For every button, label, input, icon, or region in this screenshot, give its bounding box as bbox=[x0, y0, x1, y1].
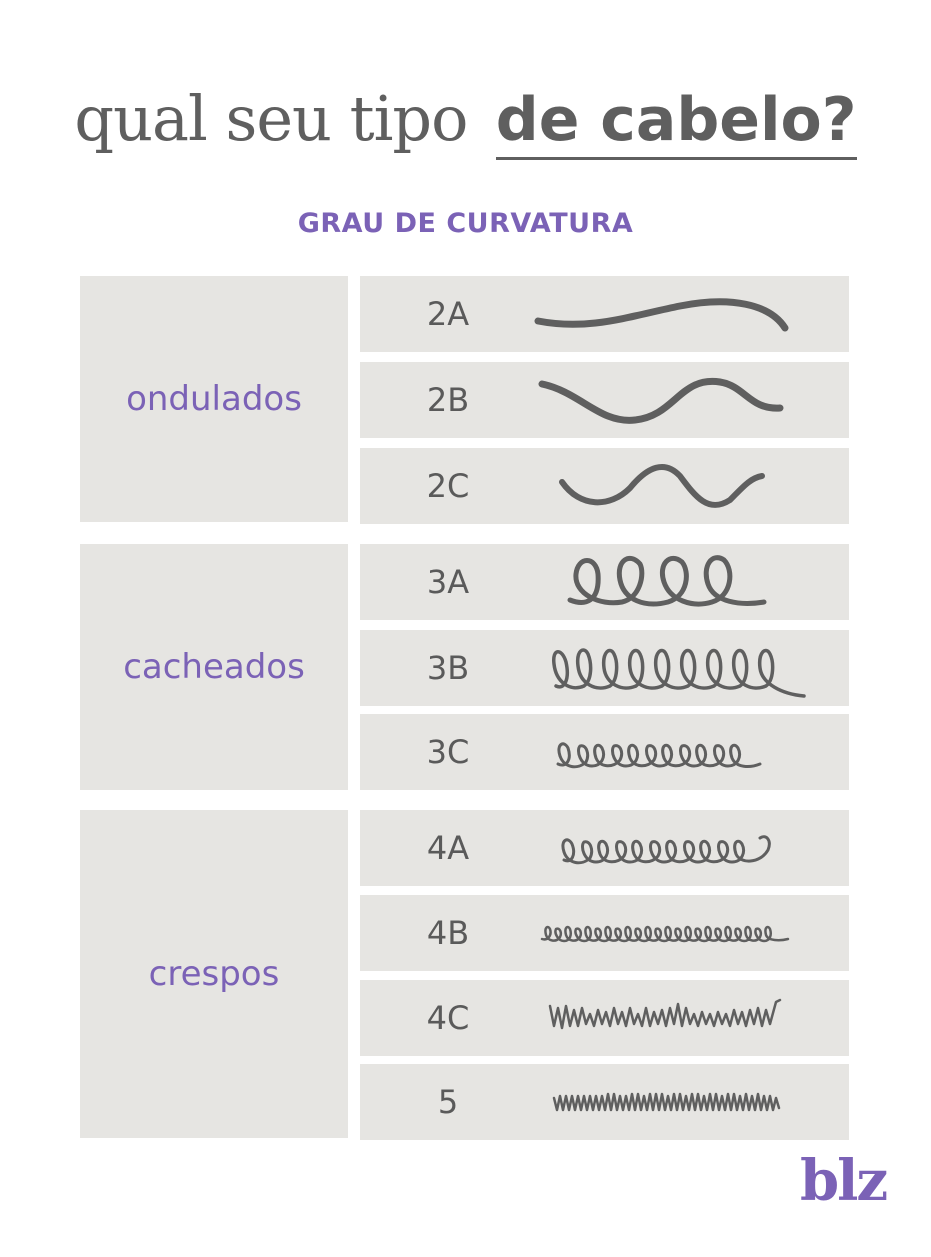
wave-2a-icon bbox=[530, 276, 820, 352]
type-code: 3A bbox=[426, 563, 470, 601]
hair-type-row-3c bbox=[360, 714, 849, 790]
type-code: 4A bbox=[426, 829, 470, 867]
group-label: cacheados bbox=[123, 647, 305, 687]
group-label: ondulados bbox=[126, 379, 302, 419]
blz-logo: blz bbox=[800, 1148, 887, 1214]
curl-3b-icon bbox=[530, 630, 820, 706]
hair-type-row-4b bbox=[360, 895, 849, 971]
group-cacheados bbox=[80, 544, 348, 790]
type-code: 3B bbox=[426, 649, 470, 687]
group-crespos bbox=[80, 810, 348, 1138]
type-code: 5 bbox=[437, 1083, 459, 1121]
hair-type-row-4a bbox=[360, 810, 849, 886]
zigzag-4c-icon bbox=[530, 980, 820, 1056]
hair-type-row-3a bbox=[360, 544, 849, 620]
group-label: crespos bbox=[148, 954, 280, 994]
type-code: 2C bbox=[426, 467, 470, 505]
type-code: 3C bbox=[426, 733, 470, 771]
hair-type-row-2c bbox=[360, 448, 849, 524]
zigzag-5-icon bbox=[530, 1064, 820, 1140]
title-light: qual seu tipo bbox=[74, 82, 468, 155]
type-code: 2A bbox=[426, 295, 470, 333]
hair-type-row-5 bbox=[360, 1064, 849, 1140]
title-bold: de cabelo? bbox=[496, 85, 857, 160]
wave-2b-icon bbox=[530, 362, 820, 438]
subtitle: GRAU DE CURVATURA bbox=[297, 208, 634, 239]
page-title bbox=[0, 72, 931, 165]
hair-type-row-4c bbox=[360, 980, 849, 1056]
type-code: 4B bbox=[426, 914, 470, 952]
curl-3a-icon bbox=[530, 544, 820, 620]
type-code: 4C bbox=[426, 999, 470, 1037]
wave-2c-icon bbox=[530, 448, 820, 524]
hair-type-row-3b bbox=[360, 630, 849, 706]
type-code: 2B bbox=[426, 381, 470, 419]
hair-type-row-2a bbox=[360, 276, 849, 352]
hair-type-row-2b bbox=[360, 362, 849, 438]
coil-4a-icon bbox=[530, 810, 820, 886]
curl-3c-icon bbox=[530, 714, 820, 790]
group-ondulados bbox=[80, 276, 348, 522]
coil-4b-icon bbox=[530, 895, 820, 971]
